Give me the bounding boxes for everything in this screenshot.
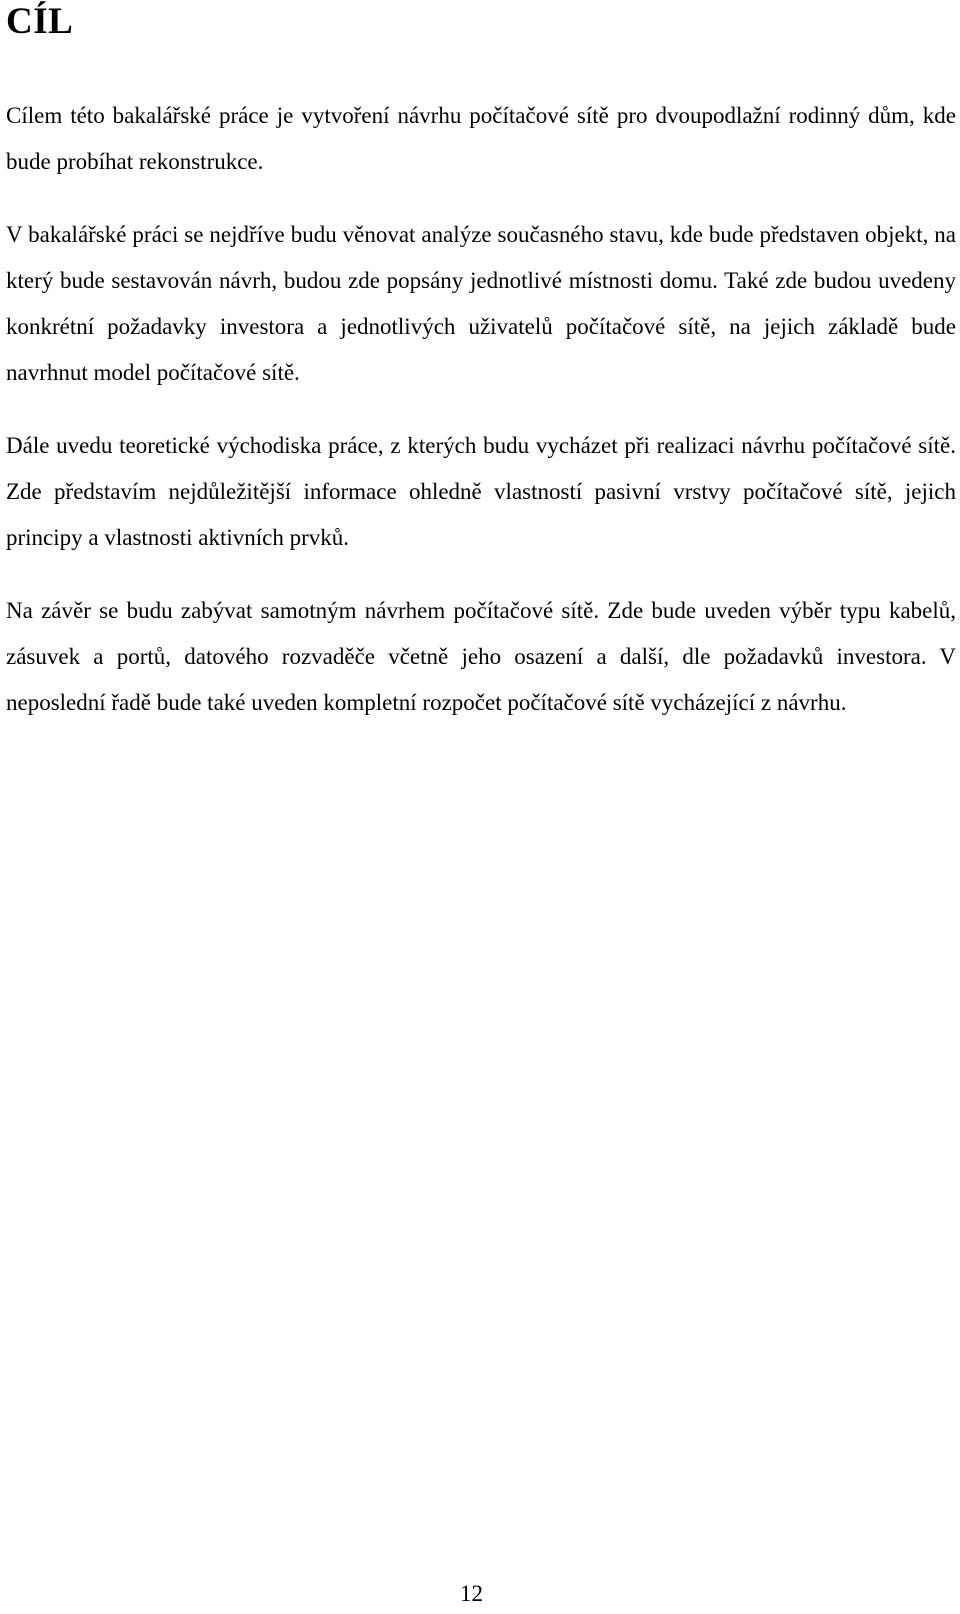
paragraph-theory: Dále uvedu teoretické východiska práce, z kterých budu vycházet při realizaci návrhu počítačové sítě. Zde představím nejdůležitější informace ohledně vlastností pasivní vrstvy počítačové sítě, jejich principy a vlastnosti aktivních prvků.: [6, 433, 956, 550]
page-number: 12: [460, 1581, 483, 1606]
chapter-body: [6, 93, 956, 726]
paragraph-design: Na závěr se budu zabývat samotným návrhem počítačové sítě. Zde bude uveden výběr typu kabelů, zásuvek a portů, datového rozvaděče včetně jeho osazení a další, dle požadavků investora. V neposlední řadě bude také uveden kompletní rozpočet počítačové sítě vycházející z návrhu.: [6, 598, 956, 715]
paragraph-goal: Cílem této bakalářské práce je vytvoření návrhu počítačové sítě pro dvoupodlažní rodinný dům, kde bude probíhat rekonstrukce.: [6, 103, 956, 174]
chapter-heading: CÍL: [6, 1, 74, 42]
paragraph-analysis: V bakalářské práci se nejdříve budu věnovat analýze současného stavu, kde bude představen objekt, na který bude sestavován návrh, budou zde popsány jednotlivé místnosti domu. Také zde budou uvedeny konkrétní požadavky investora a jednotlivých uživatelů počítačové sítě, na jejich základě bude navrhnut model počítačové sítě.: [6, 222, 956, 385]
